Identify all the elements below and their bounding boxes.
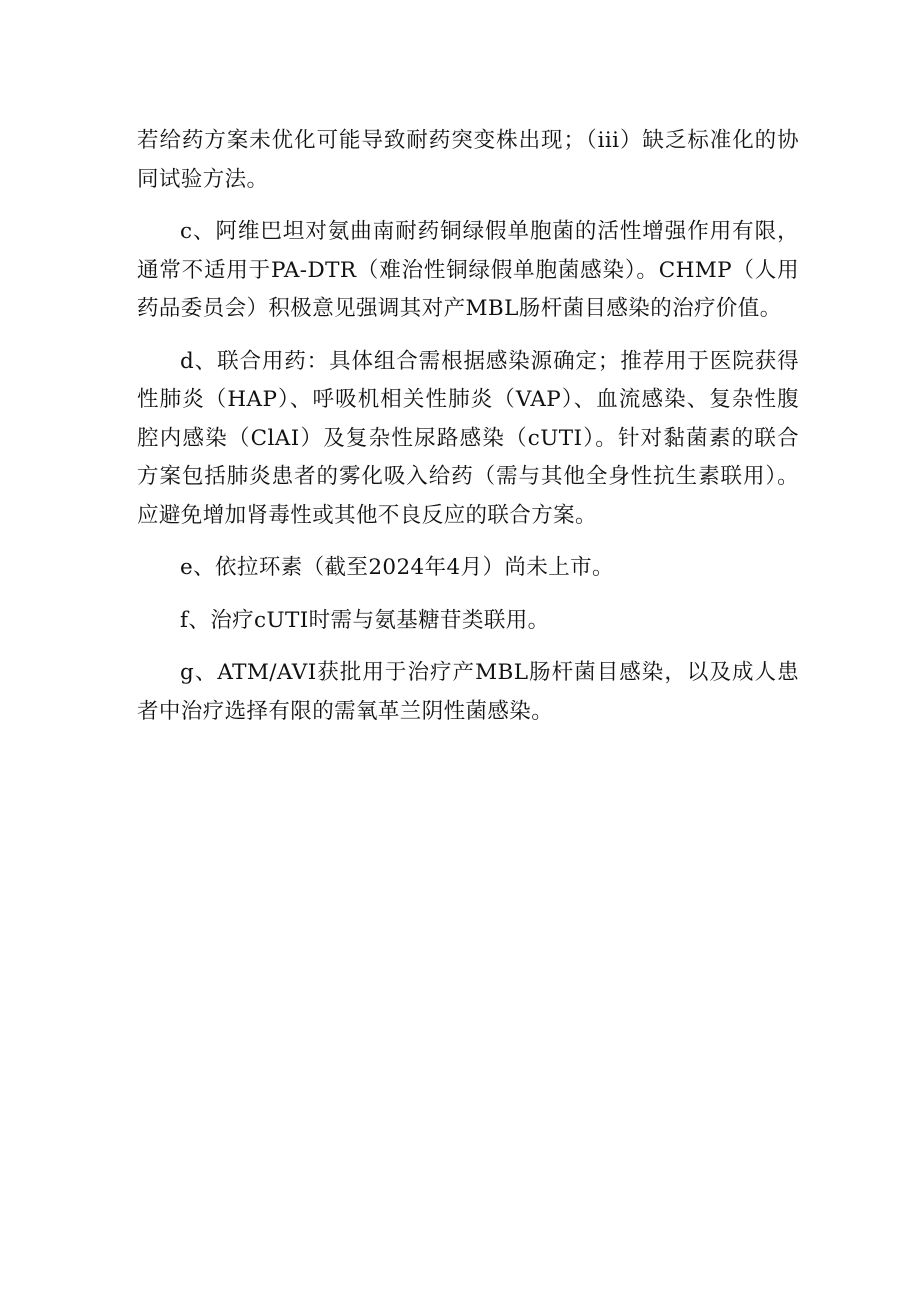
paragraph-continuation: 若给药方案未优化可能导致耐药突变株出现；（iii）缺乏标准化的协同试验方法。 xyxy=(137,128,799,192)
paragraph-note-e: e、依拉环素（截至2024年4月）尚未上市。 xyxy=(180,555,614,580)
paragraph-note-c: c、阿维巴坦对氨曲南耐药铜绿假单胞菌的活性增强作用有限，通常不适用于PA-DTR（难治性铜绿假单胞菌感染）。CHMP（人用药品委员会）积极意见强调其对产MBL肠杆菌目感染的治疗价值。 xyxy=(137,219,799,321)
paragraph-note-g: g、ATM/AVI获批用于治疗产MBL肠杆菌目感染，以及成人患者中治疗选择有限的需氧革兰阴性菌感染。 xyxy=(137,660,799,724)
document-body xyxy=(137,122,799,745)
paragraph-note-d: d、联合用药：具体组合需根据感染源确定；推荐用于医院获得性肺炎（HAP）、呼吸机相关性肺炎（VAP）、血流感染、复杂性腹腔内感染（ClAI）及复杂性尿路感染（cUTI）。针对黏菌素的联合方案包括肺炎患者的雾化吸入给药（需与其他全身性抗生素联用）。应避免增加肾毒性或其他不良反应的联合方案。 xyxy=(137,348,799,528)
paragraph-note-f: f、治疗cUTI时需与氨基糖苷类联用。 xyxy=(180,607,550,633)
